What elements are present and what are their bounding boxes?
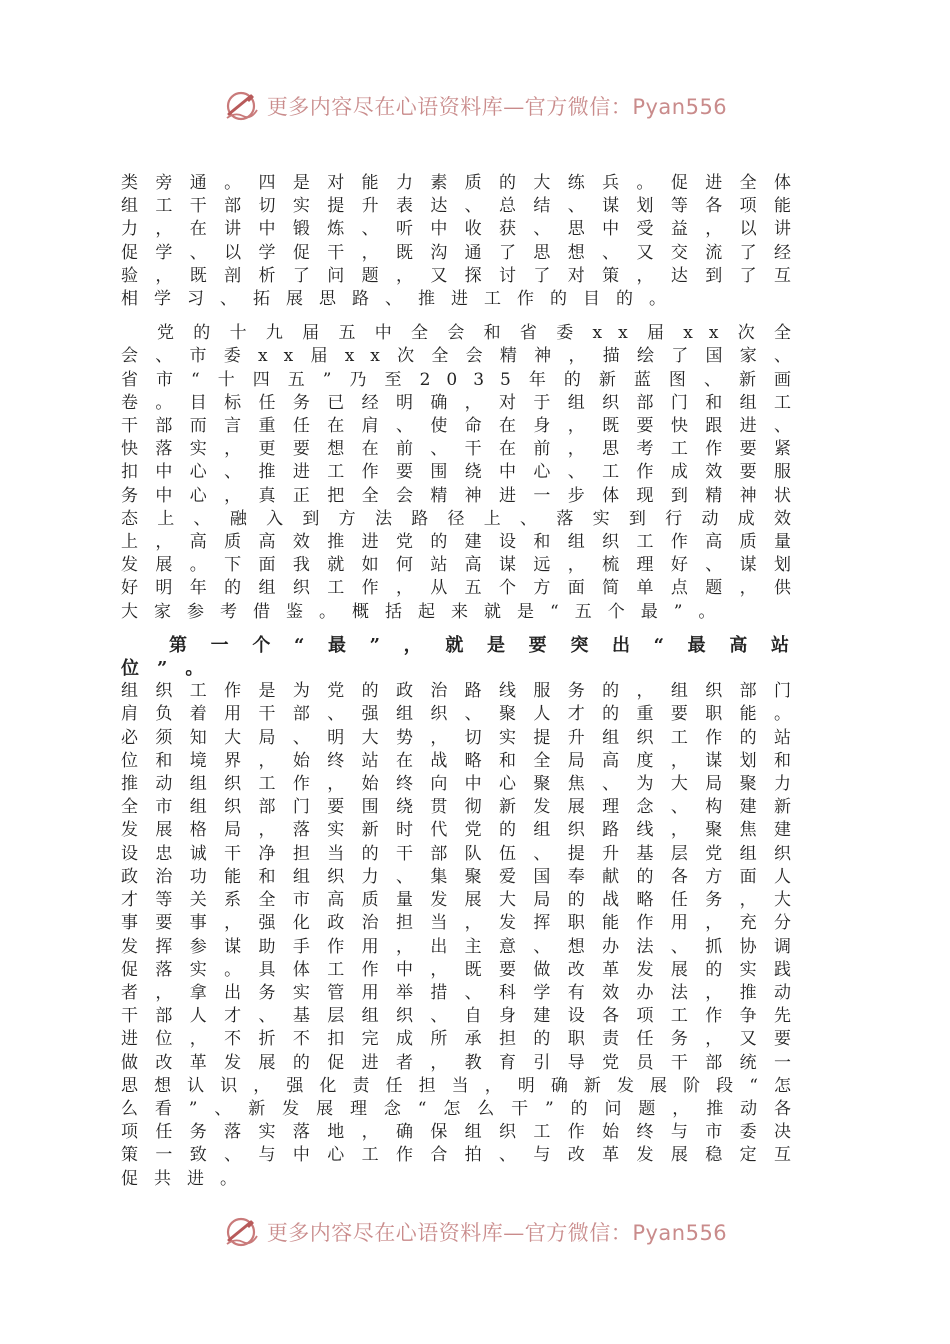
section-body: 组织工作是为党的政治路线服务的，组织部门肩负着用干部、强组织、聚人才的重要职能。必须知大局、明大势，切实提升组织工作的站位和境界，始终站在战略和全局高度，谋划和推动组织工作，始终向中心聚焦、为大局聚力全市组织部门要围绕贯彻新发展理念、构建新发展格局，落实新时代党的组织路线，聚焦建设忠诚干净担当的干部队伍、提升基层党组织政治功能和组织力、集聚爱国奉献的各方面人才等关系全市高质量发展大局的战略任务，大事要事，强化政治担当，发挥职能作用，充分发挥参谋助手作用，出主意、想办法、抓协调促落实。具体工作中，既要做改革发展的实践者，拿出务实管用举措、科学有效办法，推动干部人才、基层组织、自身建设各项工作争先进位，不折不扣完成所承担的职责任务，又要做改革发展的促进者，教育引导党员干部统一思想认识，强化责任担当，明确新发展阶段“怎么看”、新发展理念“怎么干”的问题，推动各项任务落实落地，确保组织工作始终与市委决策一致、与中心工作合拍、与改革发展稳定互促共进。 bbox=[121, 681, 807, 1189]
document-body bbox=[121, 172, 807, 1191]
paragraph-continued: 类旁通。四是对能力素质的大练兵。促进全体组工干部切实提升表达、总结、谋划等各项能力，在讲中锻炼、听中收获、思中受益，以讲促学、以学促干，既沟通了思想、又交流了经验，既剖析了问题，又探讨了对策，达到了互相学习、拓展思路、推进工作的目的。 bbox=[121, 173, 807, 310]
header-banner bbox=[0, 86, 950, 126]
banner-text: 更多内容尽在心语资料库—官方微信：Pyan556 bbox=[266, 95, 728, 119]
pen-signature-icon bbox=[223, 1214, 259, 1250]
banner-text: 更多内容尽在心语资料库—官方微信：Pyan556 bbox=[266, 1221, 728, 1245]
section-first-most bbox=[121, 634, 807, 1191]
paragraph-intro: 党的十九届五中全会和省委xx届xx次全会、市委xx届xx次全会精神，描绘了国家、省市“十四五”乃至2035年的新蓝图、新画卷。目标任务已经明确，对于组织部门和组工干部而言重任在肩、使命在身，既要快跟进、快落实，更要想在前、干在前，思考工作要紧扣中心、推进工作要围绕中心、工作成效要服务中心，真正把全会精神进一步体现到精神状态上、融入到方法路径上、落实到行动成效上，高质高效推进党的建设和组织工作高质量发展。下面我就如何站高谋远，梳理好、谋划好明年的组织工作，从五个方面简单点题，供大家参考借鉴。概括起来就是“五个最”。 bbox=[121, 323, 807, 622]
pen-signature-icon bbox=[223, 88, 259, 124]
wechat-id: Pyan556 bbox=[632, 1221, 728, 1245]
wechat-id: Pyan556 bbox=[632, 95, 728, 119]
section-heading: 第一个“最”，就是要突出“最高站位”。 bbox=[121, 634, 807, 680]
footer-banner bbox=[0, 1212, 950, 1252]
